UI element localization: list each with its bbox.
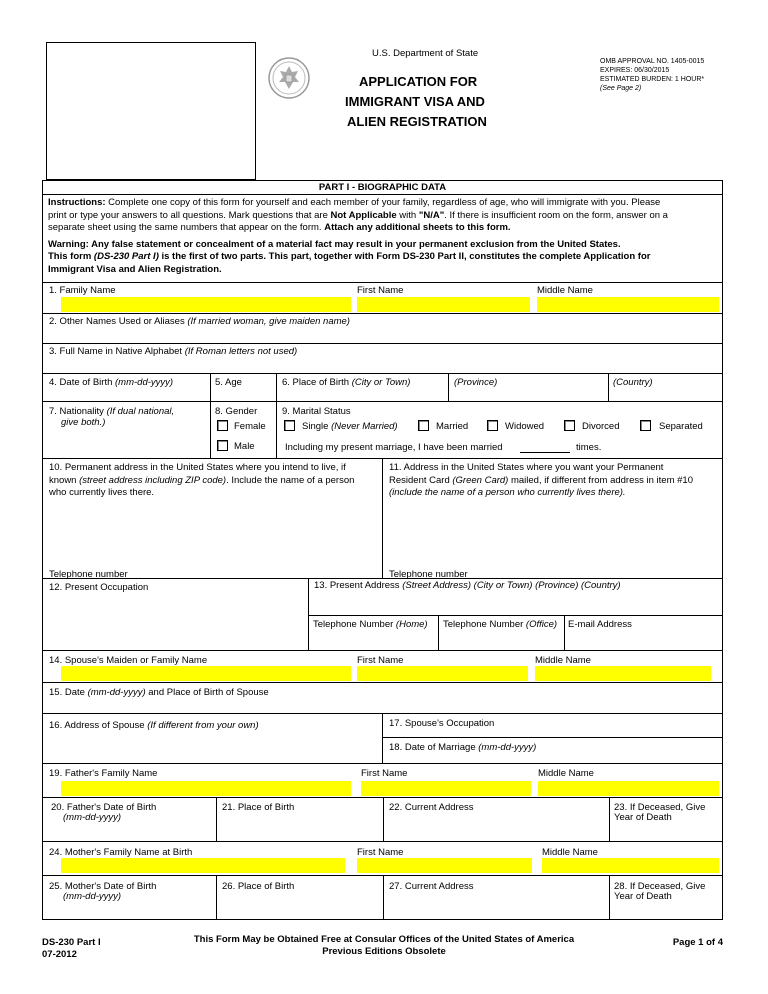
- divorced-label: Divorced: [582, 421, 620, 432]
- father-middle-name-label: Middle Name: [538, 768, 594, 779]
- divider: [42, 373, 723, 374]
- office-telephone-label-text: Telephone Number: [443, 619, 526, 630]
- father-name-label: 19. Father's Family Name: [49, 768, 158, 779]
- country-label: (Country): [613, 377, 653, 388]
- omb-burden: ESTIMATED BURDEN: 1 HOUR*: [600, 76, 705, 83]
- separated-label: Separated: [659, 421, 703, 432]
- spouse-address-label: [49, 720, 259, 731]
- female-checkbox[interactable]: [217, 420, 228, 431]
- omb-see-page: (See Page 2): [600, 85, 642, 92]
- spouse-birth-label: [49, 687, 269, 698]
- mother-deceased-label: 28. If Deceased, Give: [614, 881, 706, 892]
- native-name-label-text: 3. Full Name in Native Alphabet: [49, 346, 185, 357]
- mother-first-name-input[interactable]: [357, 858, 532, 873]
- permanent-address-line2c: . Include the name of a person: [226, 474, 355, 486]
- mother-place-of-birth-label: 26. Place of Birth: [222, 881, 295, 892]
- family-name-input[interactable]: [61, 297, 351, 312]
- mother-middle-name-label: Middle Name: [542, 847, 598, 858]
- spouse-address-label-text: 16. Address of Spouse: [49, 720, 148, 731]
- instructions-line2e: . If there is insufficient room on the form, answer on a: [444, 209, 668, 221]
- spouse-occupation-label: 17. Spouse's Occupation: [389, 718, 495, 729]
- divider: [42, 401, 723, 402]
- spouse-birth-label-a: 15. Date: [49, 687, 88, 698]
- mother-family-name-input[interactable]: [61, 858, 345, 873]
- divider: [608, 373, 609, 401]
- spouse-birth-label-c: and Place of Birth of Spouse: [145, 687, 269, 698]
- divider: [609, 875, 610, 920]
- dob-hint: (mm-dd-yyyy): [115, 377, 174, 388]
- father-place-of-birth-label: 21. Place of Birth: [222, 802, 295, 813]
- spouse-middle-name-label: Middle Name: [535, 655, 591, 666]
- gender-label: 8. Gender: [215, 406, 258, 417]
- form-date: 07-2012: [42, 949, 77, 960]
- father-death-year-label: Year of Death: [614, 812, 672, 823]
- footer-notice: This Form May be Obtained Free at Consular Offices of the United States of America: [193, 934, 575, 945]
- green-card-line2c: mailed, if different from address in item #10: [508, 474, 693, 486]
- mother-name-label: 24. Mother's Family Name at Birth: [49, 847, 193, 858]
- male-label: Male: [234, 441, 255, 452]
- permanent-address-line1: 10. Permanent address in the United States where you intend to live, if: [49, 462, 346, 473]
- nationality-label-text: 7. Nationality: [49, 406, 107, 417]
- office-telephone-label: [443, 619, 557, 630]
- present-address-label: [314, 580, 621, 591]
- warning-line2c: is the first of two parts. This part, together with Form DS-230 Part II, constitutes the complete Application for: [158, 251, 651, 262]
- divider: [383, 875, 384, 920]
- native-name-label: [49, 346, 297, 357]
- green-card-line3: (include the name of a person who currently lives there).: [389, 487, 626, 498]
- mother-first-name-label: First Name: [357, 847, 404, 858]
- instructions-label: Instructions:: [48, 197, 106, 208]
- separated-checkbox[interactable]: [640, 420, 651, 431]
- male-checkbox[interactable]: [217, 440, 228, 451]
- middle-name-label: Middle Name: [537, 285, 593, 296]
- warning-line2a: This form: [48, 251, 94, 262]
- divider: [216, 797, 217, 841]
- other-names-hint: (If married woman, give maiden name): [187, 316, 350, 327]
- nationality-label: [49, 406, 174, 417]
- instructions-line1: Complete one copy of this form for yourself and each member of your family, regardless of age, who will immigrate with you. Please: [105, 197, 661, 208]
- page-number: Page 1 of 4: [672, 937, 723, 948]
- spouse-middle-name-input[interactable]: [535, 666, 711, 681]
- warning-line3: Immigrant Visa and Alien Registration.: [48, 263, 222, 275]
- divider: [448, 373, 449, 401]
- instructions-block: [48, 197, 720, 276]
- green-card-telephone-label: Telephone number: [389, 569, 468, 580]
- divorced-checkbox[interactable]: [564, 420, 575, 431]
- family-name-label: 1. Family Name: [49, 285, 116, 296]
- spouse-address-hint: (If different from your own): [147, 720, 259, 731]
- present-address-hint: (Street Address) (City or Town) (Province) (Country): [402, 580, 621, 591]
- divider: [609, 797, 610, 841]
- instructions-line2c: with: [396, 209, 419, 221]
- spouse-name-label: 14. Spouse's Maiden or Family Name: [49, 655, 208, 666]
- first-name-input[interactable]: [357, 297, 530, 312]
- home-telephone-label-text: Telephone Number: [313, 619, 396, 630]
- form-title-line1: APPLICATION FOR: [359, 74, 478, 89]
- female-label: Female: [234, 421, 266, 432]
- form-title-line2: IMMIGRANT VISA AND: [345, 94, 485, 109]
- footer-obsolete: Previous Editions Obsolete: [322, 946, 446, 957]
- divider: [42, 194, 723, 195]
- father-dob-hint: (mm-dd-yyyy): [63, 812, 122, 823]
- divider: [382, 713, 383, 763]
- mother-dob-label: 25. Mother's Date of Birth: [49, 881, 157, 892]
- permanent-telephone-label: Telephone number: [49, 569, 128, 580]
- divider: [42, 282, 723, 283]
- divider: [564, 615, 565, 650]
- father-first-name-input[interactable]: [361, 781, 531, 796]
- office-telephone-hint: (Office): [525, 619, 558, 630]
- mother-address-label: 27. Current Address: [389, 881, 474, 892]
- divider: [276, 401, 277, 458]
- permanent-address-line2a: known: [49, 474, 80, 486]
- green-card-address-label: [389, 462, 693, 500]
- occupation-label: 12. Present Occupation: [49, 582, 149, 593]
- father-deceased-label: 23. If Deceased, Give: [614, 802, 706, 813]
- divider: [210, 401, 211, 458]
- widowed-checkbox[interactable]: [487, 420, 498, 431]
- times-married-label: Including my present marriage, I have been married: [285, 442, 503, 453]
- place-of-birth-label-text: 6. Place of Birth: [282, 377, 352, 388]
- form-id: DS-230 Part I: [42, 937, 101, 948]
- department-name: U.S. Department of State: [372, 48, 479, 59]
- nationality-hint-2: give both.): [61, 417, 106, 428]
- spouse-first-name-input[interactable]: [357, 666, 528, 681]
- single-checkbox[interactable]: [284, 420, 295, 431]
- nationality-hint: (If dual national,: [106, 406, 175, 417]
- green-card-line1: 11. Address in the United States where you want your Permanent: [389, 462, 664, 473]
- warning-text: Warning: Any false statement or concealment of a material fact may result in your permanent exclusion from the United States.: [48, 238, 621, 250]
- middle-name-input[interactable]: [537, 297, 719, 312]
- photo-box: [46, 42, 256, 180]
- first-name-label: First Name: [357, 285, 404, 296]
- place-of-birth-hint: (City or Town): [351, 377, 411, 388]
- divider: [382, 458, 383, 578]
- father-family-name-input[interactable]: [61, 781, 351, 796]
- father-dob-label: 20. Father's Date of Birth: [51, 802, 157, 813]
- divider: [42, 650, 723, 651]
- part-title: PART I - BIOGRAPHIC DATA: [318, 182, 447, 193]
- age-label: 5. Age: [215, 377, 242, 388]
- widowed-label: Widowed: [505, 421, 545, 432]
- mother-dob-hint: (mm-dd-yyyy): [63, 891, 122, 902]
- instructions-line2b: Not Applicable: [330, 209, 397, 221]
- divider: [382, 737, 723, 738]
- divider: [308, 578, 309, 650]
- divider: [438, 615, 439, 650]
- other-names-label: [49, 316, 350, 327]
- permanent-address-line3: who currently lives there.: [49, 487, 155, 498]
- email-label: E-mail Address: [568, 619, 632, 630]
- mother-middle-name-input[interactable]: [542, 858, 719, 873]
- other-names-label-text: 2. Other Names Used or Aliases: [49, 316, 188, 327]
- home-telephone-hint: (Home): [395, 619, 428, 630]
- divider: [42, 682, 723, 683]
- warning-line2b: (DS-230 Part I): [93, 251, 159, 262]
- green-card-line2b: (Green Card): [452, 474, 509, 486]
- times-married-input[interactable]: [520, 452, 570, 453]
- spouse-family-name-input[interactable]: [61, 666, 351, 681]
- marriage-date-label: [389, 742, 536, 753]
- state-department-seal-icon: [267, 56, 311, 100]
- father-first-name-label: First Name: [361, 768, 408, 779]
- instructions-line2d: "N/A": [418, 209, 445, 221]
- province-label: (Province): [454, 377, 498, 388]
- dob-label: [49, 377, 173, 388]
- divider: [42, 313, 723, 314]
- divider: [308, 615, 723, 616]
- divider: [42, 841, 723, 842]
- divider: [383, 797, 384, 841]
- times-label: times.: [576, 442, 602, 453]
- native-name-hint: (If Roman letters not used): [184, 346, 298, 357]
- divider: [210, 373, 211, 401]
- permanent-address-line2b: (street address including ZIP code): [79, 474, 227, 486]
- mother-death-year-label: Year of Death: [614, 891, 672, 902]
- home-telephone-label: [313, 619, 428, 630]
- divider: [42, 763, 723, 764]
- present-address-label-text: 13. Present Address: [314, 580, 403, 591]
- permanent-address-label: [49, 462, 354, 500]
- father-middle-name-input[interactable]: [538, 781, 719, 796]
- single-label: [302, 421, 398, 432]
- marital-status-label: 9. Marital Status: [282, 406, 351, 417]
- instructions-line3a: separate sheet using the same numbers that appear on the form.: [48, 222, 325, 233]
- form-title-line3: ALIEN REGISTRATION: [347, 114, 487, 129]
- spouse-first-name-label: First Name: [357, 655, 404, 666]
- divider: [276, 373, 277, 401]
- dob-label-text: 4. Date of Birth: [49, 377, 116, 388]
- omb-approval: OMB APPROVAL NO. 1405-0015: [600, 58, 705, 65]
- divider: [216, 875, 217, 920]
- instructions-line2a: print or type your answers to all questions. Mark questions that are: [48, 209, 331, 221]
- divider: [42, 343, 723, 344]
- green-card-line2a: Resident Card: [389, 474, 453, 486]
- spouse-birth-hint: (mm-dd-yyyy): [87, 687, 146, 698]
- father-address-label: 22. Current Address: [389, 802, 474, 813]
- single-label-text: Single: [302, 421, 332, 432]
- place-of-birth-label: [282, 377, 410, 388]
- divider: [42, 578, 723, 579]
- omb-expires: EXPIRES: 06/30/2015: [600, 67, 670, 74]
- marriage-date-hint: (mm-dd-yyyy): [478, 742, 537, 753]
- married-label: Married: [436, 421, 469, 432]
- single-hint: (Never Married): [331, 421, 398, 432]
- marriage-date-label-text: 18. Date of Marriage: [389, 742, 479, 753]
- instructions-line3b: Attach any additional sheets to this form.: [324, 222, 511, 233]
- married-checkbox[interactable]: [418, 420, 429, 431]
